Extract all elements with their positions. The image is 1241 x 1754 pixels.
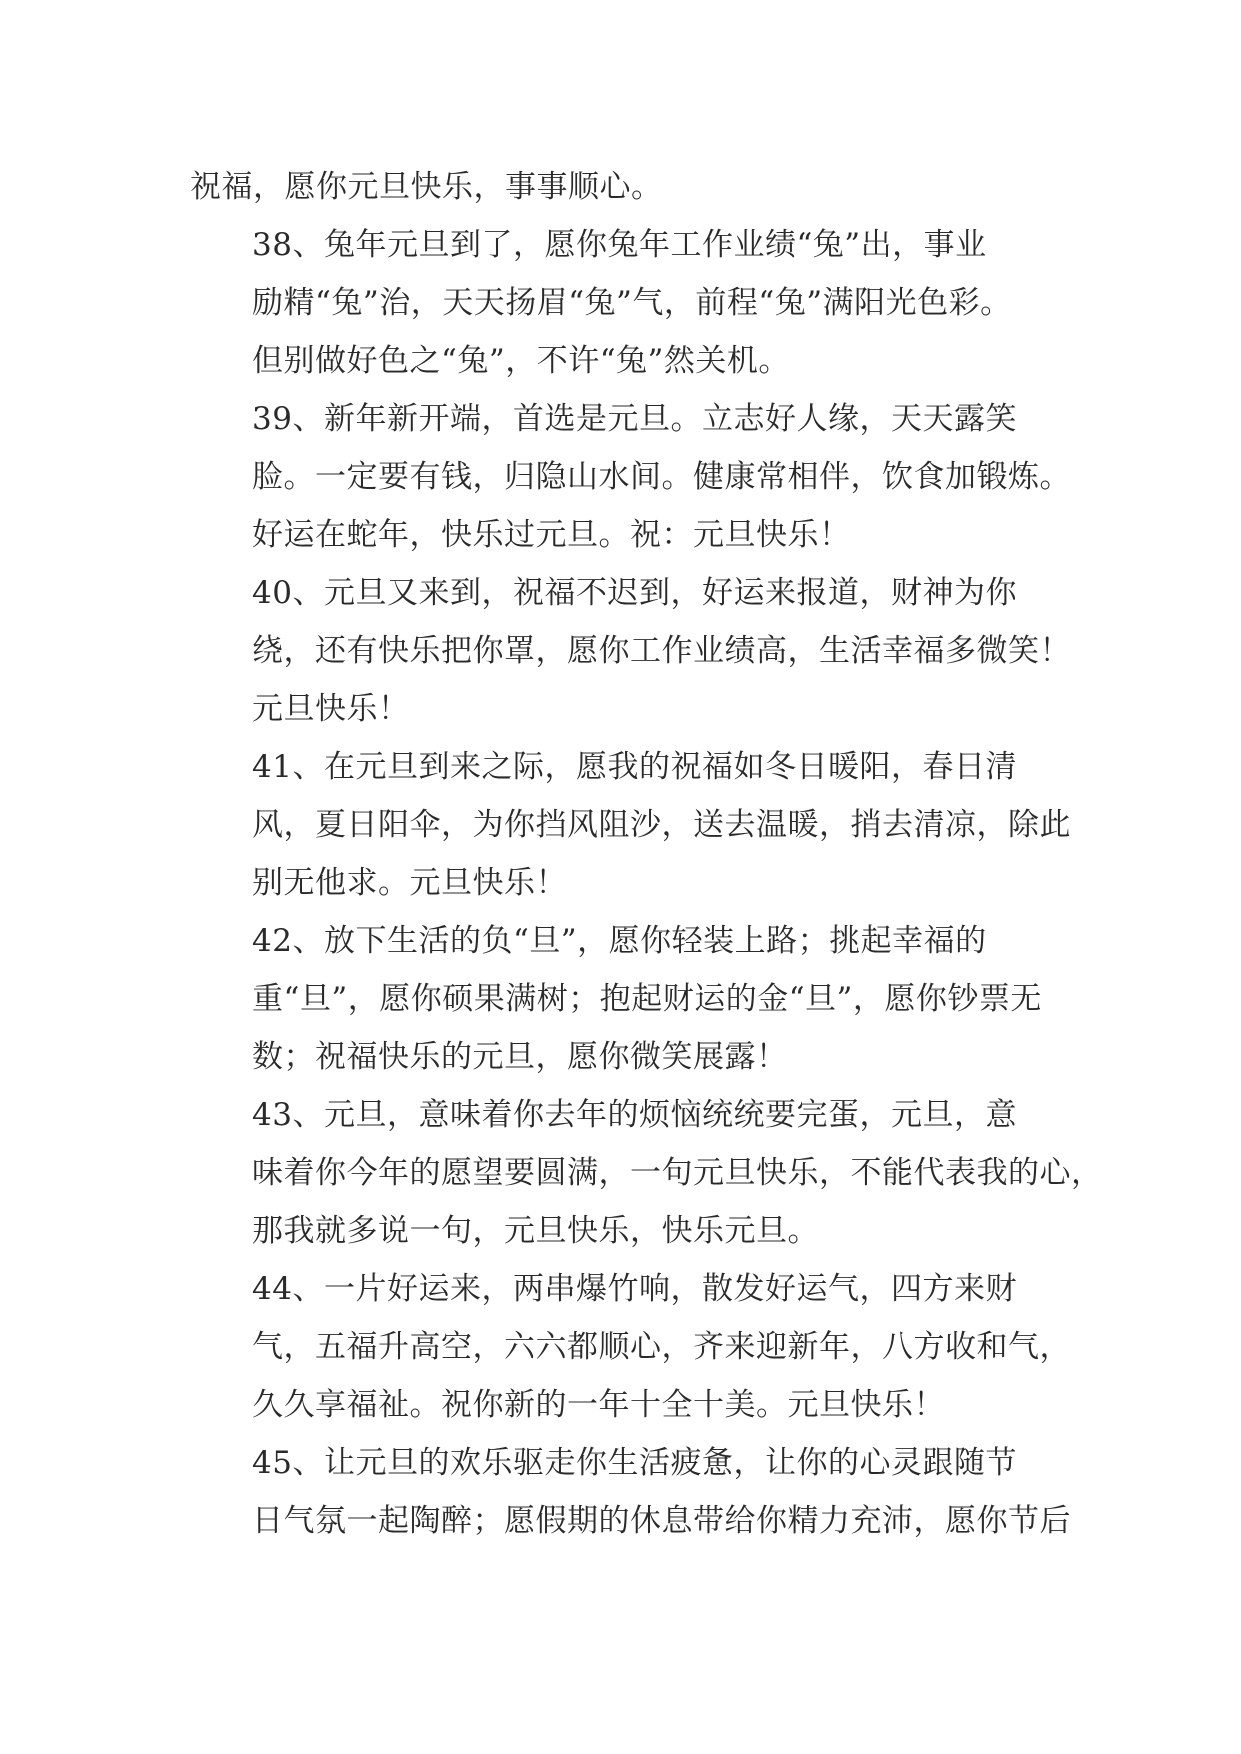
text-line: 励精“兔”治，天天扬眉“兔”气，前程“兔”满阳光色彩。 [252,285,1012,321]
document-body [190,158,1103,1550]
text-line: 气，五福升高空，六六都顺心，齐来迎新年，八方收和气， [252,1329,1071,1365]
text-line: 40、元旦又来到，祝福不迟到，好运来报道，财神为你 [252,575,1017,611]
text-line: 风，夏日阳伞，为你挡风阻沙，送去温暖，捎去清凉，除此 [252,807,1071,843]
text-line: 38、兔年元旦到了，愿你兔年工作业绩“兔”出，事业 [252,227,987,263]
text-line: 43、元旦，意味着你去年的烦恼统统要完蛋，元旦，意 [252,1097,1017,1133]
text-line: 绕，还有快乐把你罩，愿你工作业绩高，生活幸福多微笑！ [252,633,1071,669]
text-line: 重“旦”，愿你硕果满树；抱起财运的金“旦”，愿你钞票无 [252,981,1042,1017]
text-line: 那我就多说一句，元旦快乐，快乐元旦。 [252,1213,819,1249]
text-line: 但别做好色之“兔”，不许“兔”然关机。 [252,343,790,379]
text-line: 元旦快乐！ [252,691,410,727]
text-line: 数；祝福快乐的元旦，愿你微笑展露！ [252,1039,788,1075]
text-line: 别无他求。元旦快乐！ [252,865,567,901]
text-line: 41、在元旦到来之际，愿我的祝福如冬日暖阳，春日清 [252,749,1017,785]
text-line: 久久享福祉。祝你新的一年十全十美。元旦快乐！ [252,1387,945,1423]
text-line: 39、新年新开端，首选是元旦。立志好人缘，天天露笑 [252,401,1017,437]
text-line: 好运在蛇年，快乐过元旦。祝：元旦快乐！ [252,517,851,553]
text-line: 44、一片好运来，两串爆竹响，散发好运气，四方来财 [252,1271,1017,1307]
paragraph-45 [190,1434,1080,1550]
text-line: 日气氛一起陶醉；愿假期的休息带给你精力充沛，愿你节后 [252,1503,1071,1539]
text-line: 45、让元旦的欢乐驱走你生活疲惫，让你的心灵跟随节 [252,1445,1017,1481]
paragraph-38 [190,216,1080,390]
text-line: 脸。一定要有钱，归隐山水间。健康常相伴，饮食加锻炼。 [252,459,1071,495]
paragraph-37-continuation [190,158,1080,216]
paragraph-39 [190,390,1080,564]
paragraph-40 [190,564,1080,738]
paragraph-44 [190,1260,1080,1434]
text-line: 祝福，愿你元旦快乐，事事顺心。 [190,169,663,205]
paragraph-42 [190,912,1080,1086]
text-line: 42、放下生活的负“旦”，愿你轻装上路；挑起幸福的 [252,923,987,959]
paragraph-43 [190,1086,1103,1260]
text-line: 味着你今年的愿望要圆满，一句元旦快乐，不能代表我的心， [252,1155,1103,1191]
paragraph-41 [190,738,1080,912]
